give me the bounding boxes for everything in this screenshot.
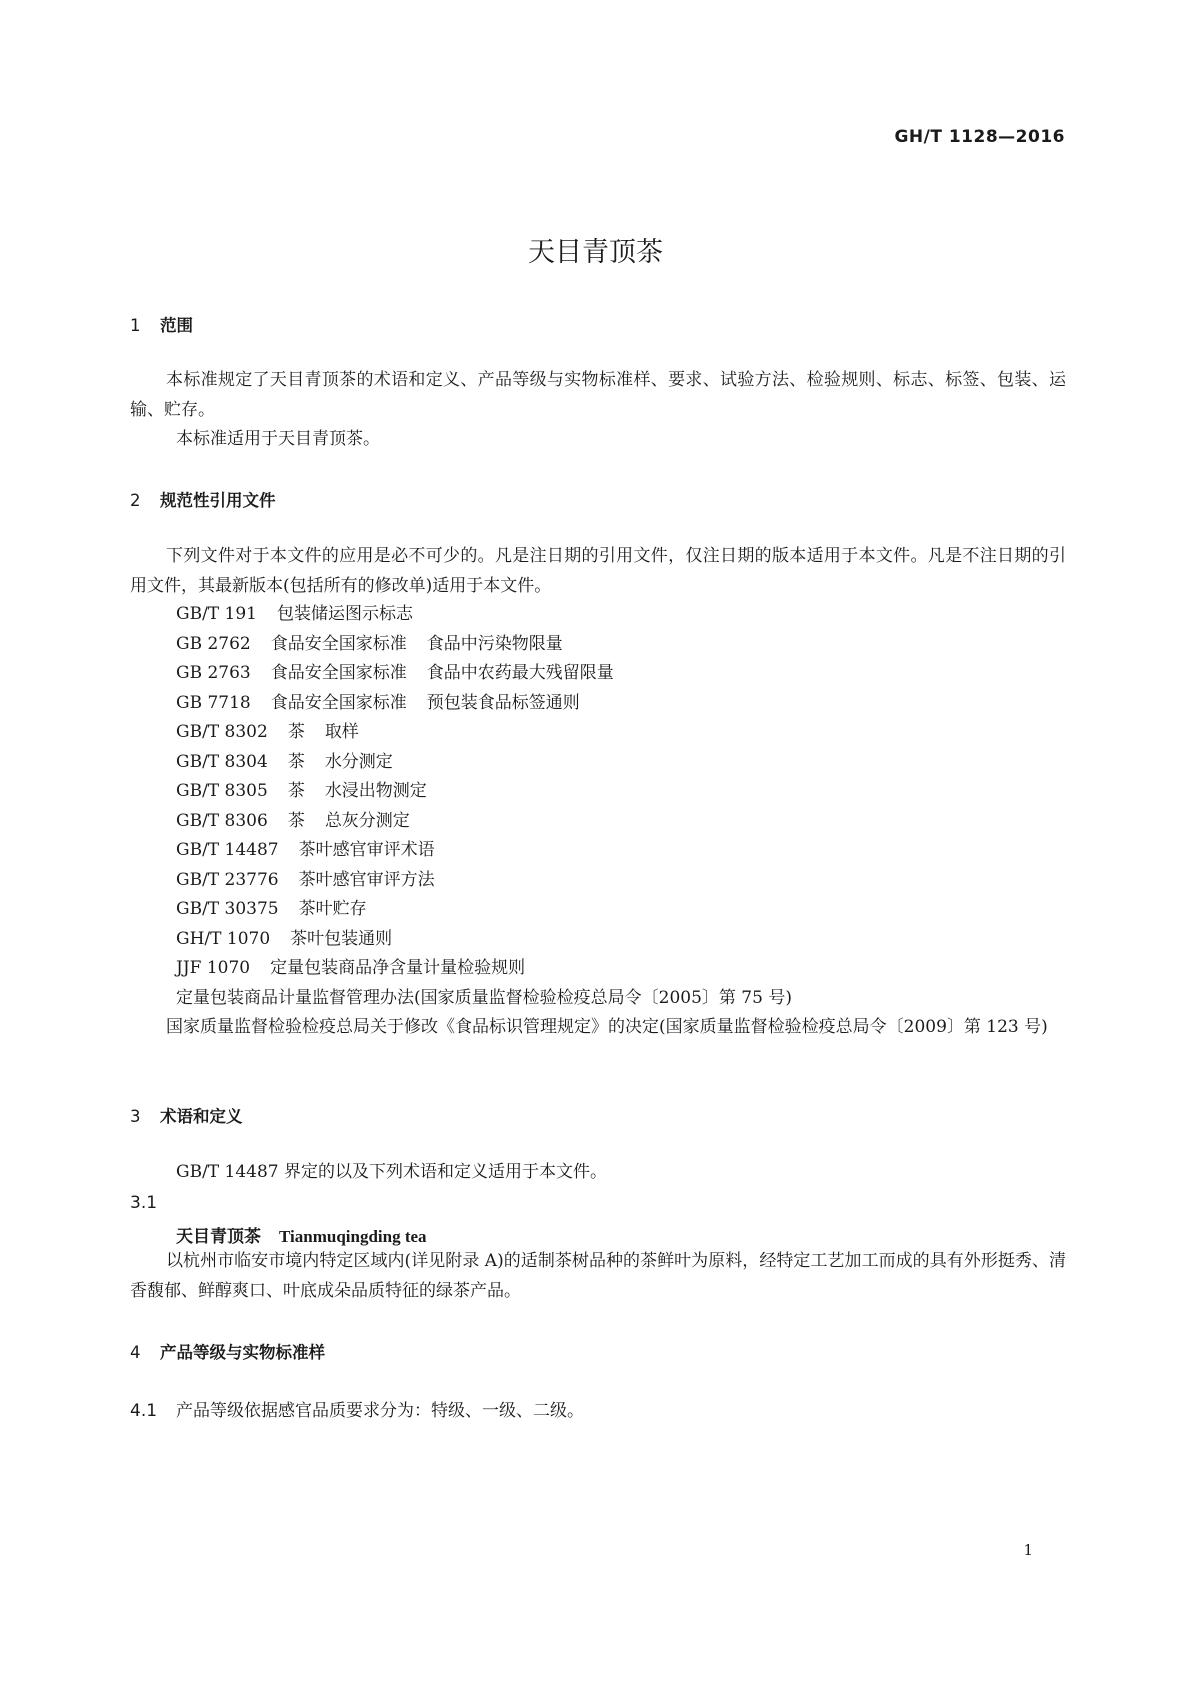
section-2-heading	[130, 487, 276, 511]
section-number: 3	[130, 1107, 141, 1126]
scope-paragraph: 本标准规定了天目青顶茶的术语和定义、产品等级与实物标准样、要求、试验方法、检验规则、标志、标签、包装、运输、贮存。	[130, 370, 1066, 420]
section-title: 产品等级与实物标准样	[160, 1343, 325, 1362]
reference-item: GB/T 30375 茶叶贮存	[176, 899, 367, 919]
reference-item: GH/T 1070 茶叶包装通则	[176, 929, 393, 949]
reference-item: GB/T 191 包装储运图示标志	[176, 604, 413, 624]
reference-item: GB 2763 食品安全国家标准 食品中农药最大残留限量	[176, 663, 614, 683]
section-title: 范围	[160, 316, 193, 335]
clause-number: 4.1	[130, 1401, 158, 1421]
page-number: 1	[1023, 1541, 1033, 1559]
reference-item: GB/T 14487 茶叶感官审评术语	[176, 840, 435, 860]
section-1-heading	[130, 312, 193, 336]
reference-item: GB/T 8304 茶 水分测定	[176, 752, 393, 772]
reference-item: GB/T 8306 茶 总灰分测定	[176, 811, 410, 831]
section-number: 2	[130, 491, 141, 510]
reference-item: GB 2762 食品安全国家标准 食品中污染物限量	[176, 634, 563, 654]
reference-item: GB/T 8302 茶 取样	[176, 722, 359, 742]
section-3-heading	[130, 1103, 243, 1127]
reference-regulation: 定量包装商品计量监督管理办法(国家质量监督检验检疫总局令〔2005〕第 75 号)	[176, 988, 792, 1008]
reference-regulation: 国家质量监督检验检疫总局关于修改《食品标识管理规定》的决定(国家质量监督检验检疫总局令〔2009〕第 123 号)	[166, 1017, 1048, 1037]
clause-4-1	[130, 1396, 584, 1421]
reference-item: GB/T 8305 茶 水浸出物测定	[176, 781, 427, 801]
document-number: GH/T 1128—2016	[894, 127, 1065, 147]
term-definition: 以杭州市临安市境内特定区域内(详见附录 A)的适制茶树品种的茶鲜叶为原料，经特定工艺加工而成的具有外形挺秀、清香馥郁、鲜醇爽口、叶底成朵品质特征的绿茶产品。	[130, 1251, 1066, 1301]
section-number: 1	[130, 316, 141, 335]
section-title: 规范性引用文件	[160, 491, 276, 510]
document-title: 天目青顶茶	[528, 237, 663, 268]
reference-item: JJF 1070 定量包装商品净含量计量检验规则	[176, 958, 526, 978]
term-entry	[176, 1222, 427, 1247]
section-title: 术语和定义	[160, 1107, 243, 1126]
terms-intro: GB/T 14487 界定的以及下列术语和定义适用于本文件。	[176, 1162, 608, 1182]
term-chinese: 天目青顶茶	[176, 1227, 261, 1247]
clause-text: 产品等级依据感官品质要求分为：特级、一级、二级。	[176, 1401, 584, 1421]
section-4-heading	[130, 1339, 325, 1363]
scope-applicability: 本标准适用于天目青顶茶。	[176, 429, 380, 449]
reference-item: GB/T 23776 茶叶感官审评方法	[176, 870, 435, 890]
references-intro: 下列文件对于本文件的应用是必不可少的。凡是注日期的引用文件，仅注日期的版本适用于本文件。凡是不注日期的引用文件，其最新版本(包括所有的修改单)适用于本文件。	[130, 546, 1066, 596]
clause-number: 3.1	[130, 1193, 158, 1213]
term-english: Tianmuqingding tea	[279, 1227, 427, 1246]
section-number: 4	[130, 1343, 141, 1362]
reference-item: GB 7718 食品安全国家标准 预包装食品标签通则	[176, 693, 580, 713]
